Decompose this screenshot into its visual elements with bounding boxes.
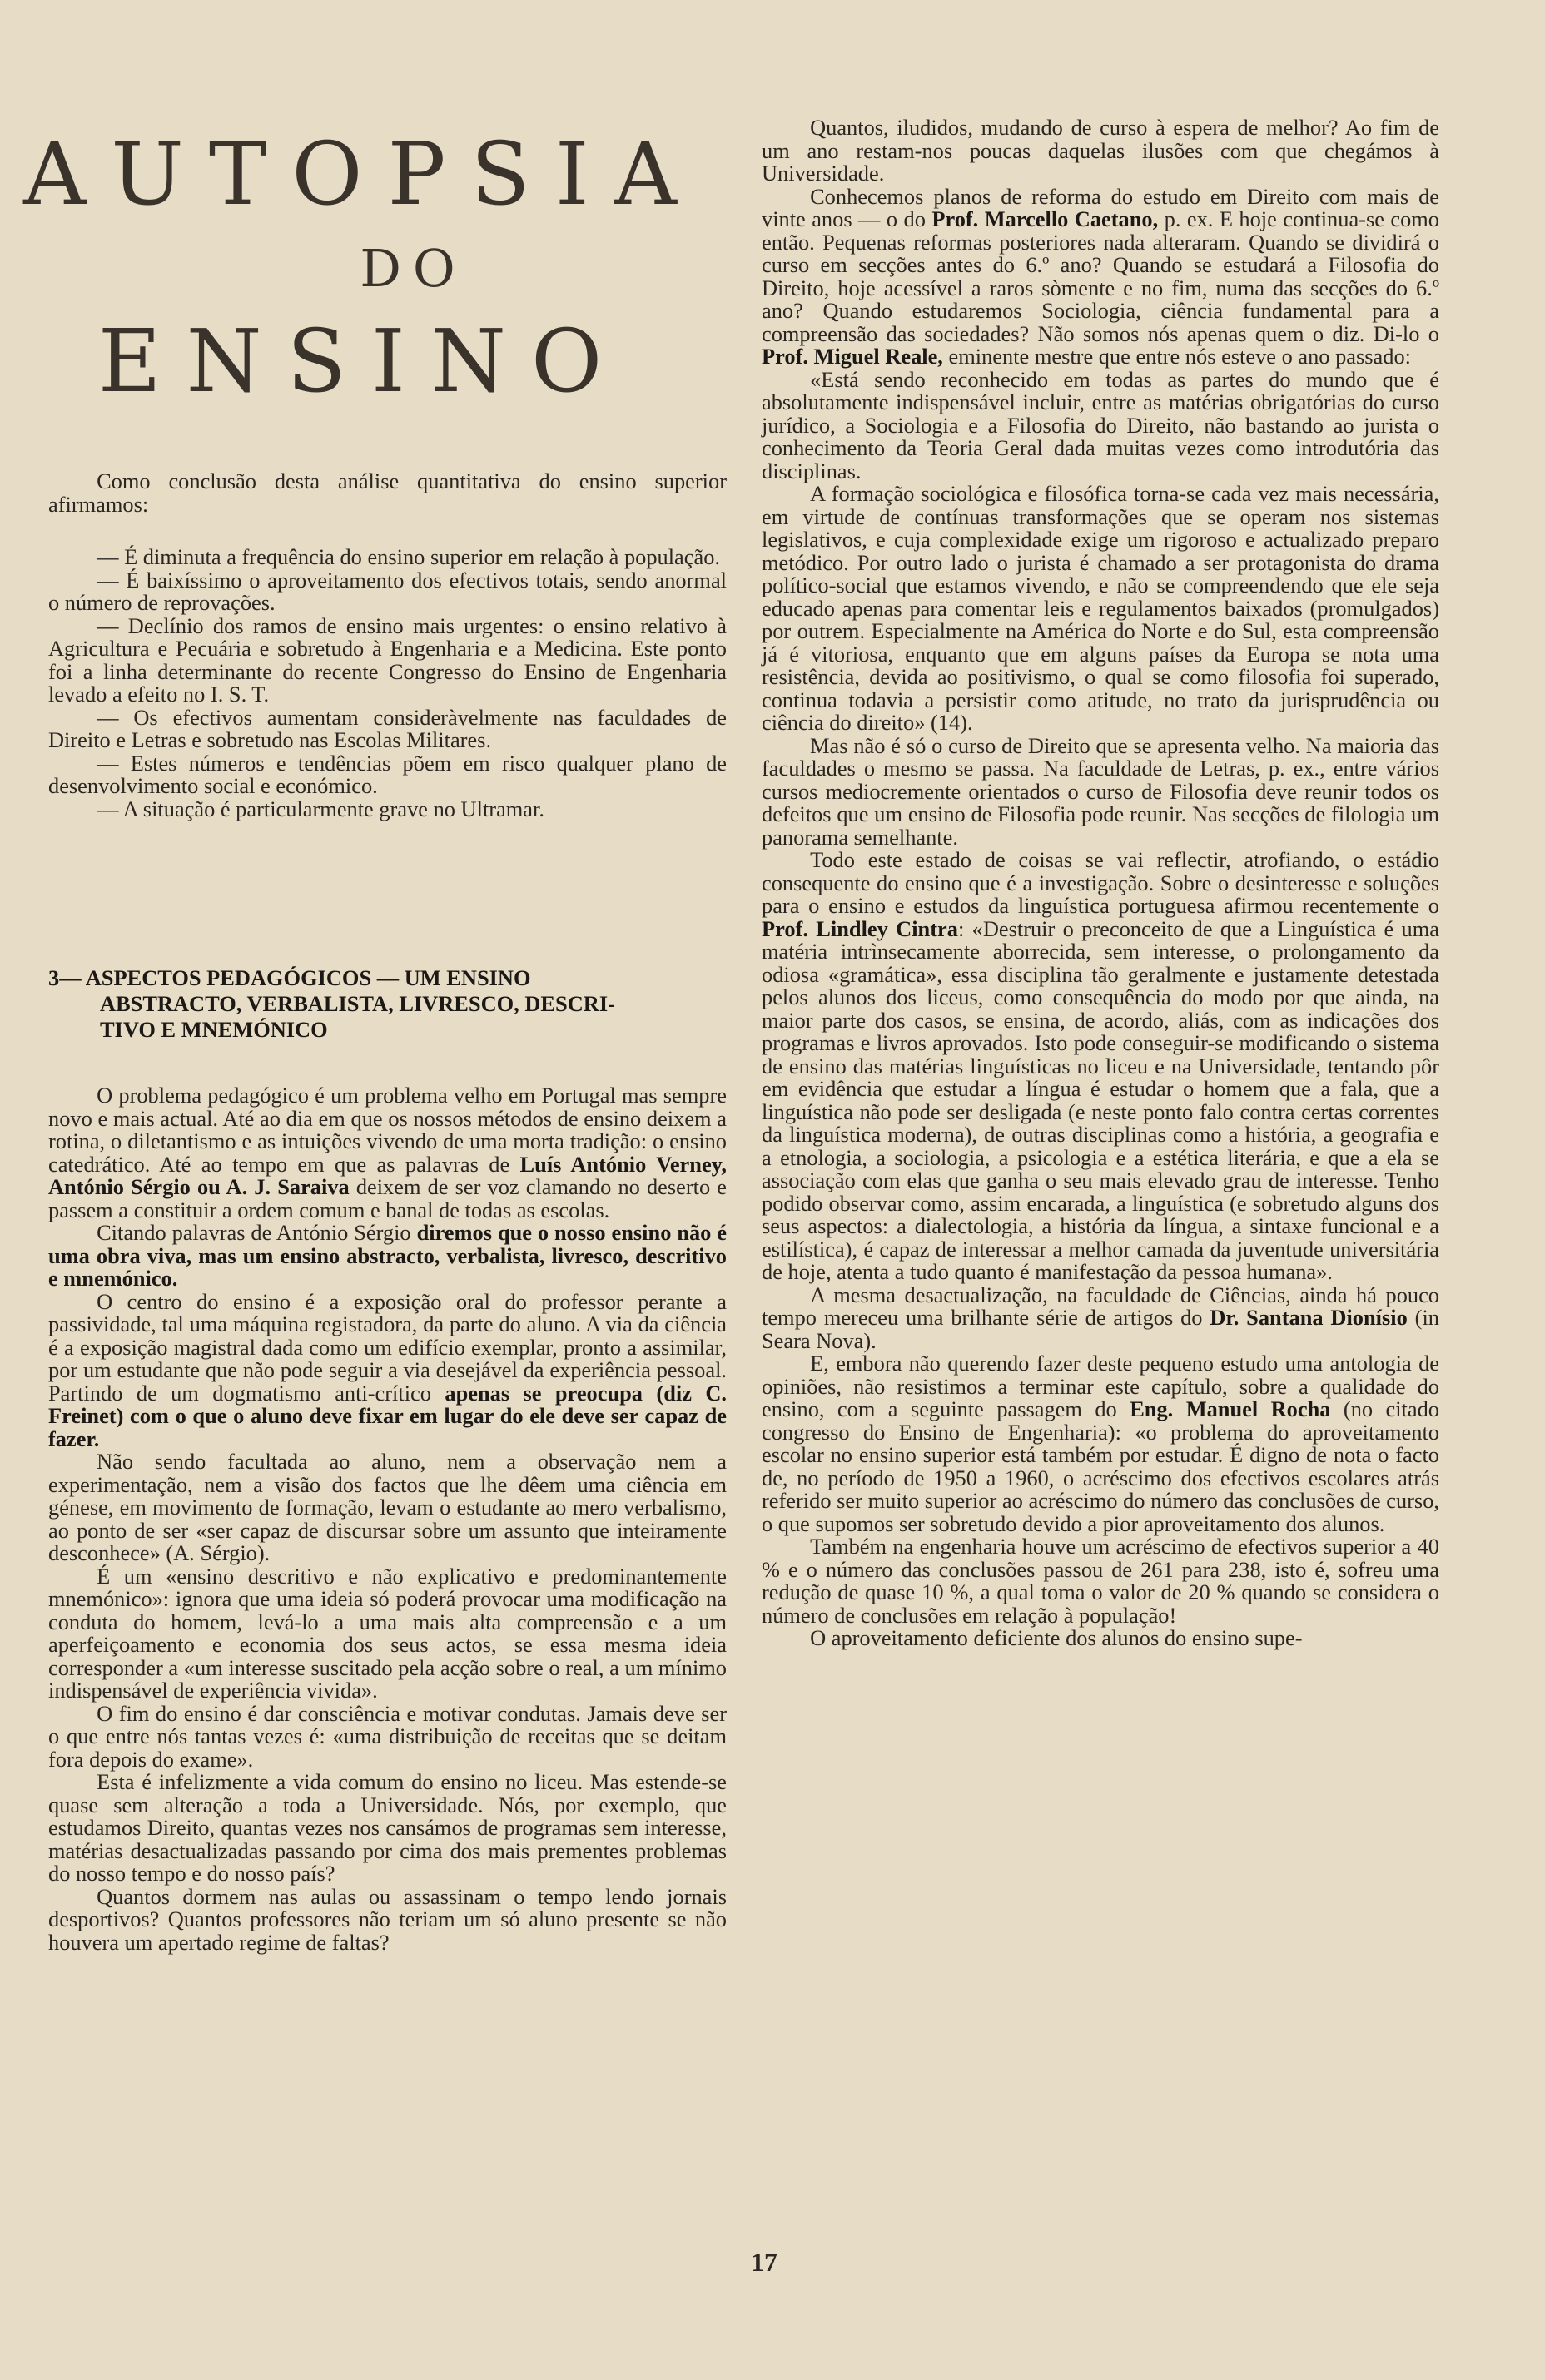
section-heading-line-1: — ASPECTOS PEDAGÓGICOS — UM ENSINO — [59, 965, 531, 990]
section-heading-line-2: ABSTRACTO, VERBALISTA, LIVRESCO, DESCRI- — [100, 991, 615, 1016]
summary-item: — Declínio dos ramos de ensino mais urgentes: o ensino relativo à Agricultura e Pecuária e sobretudo à Engenharia e a Medicina. Este ponto foi a linha determinante do recente Congresso do Ensino de Engenharia levado a efeito no I. S. T. — [48, 612, 727, 707]
paragraph: O fim do ensino é dar consciência e motivar condutas. Jamais deve ser o que entre nós tantas vezes é: «uma distribuição de receitas que se deitam fora depois do exame». — [48, 1700, 727, 1772]
paragraph: E, embora não querendo fazer deste pequeno estudo uma antologia de opiniões, não resistimos a terminar este capítulo, sobre a qualidade do ensino, com a seguinte passagem do Eng. Manuel Rocha (no citado congresso do Ensino de Engenharia): «o problema do aproveitamento escolar no ensino superior está também por estudar. É digno de nota o facto de, no período de 1950 a 1960, o acréscimo dos efectivos escolares atrás referido ser muito superior ao acréscimo do número das conclusões de curso, o que supomos ser sobretudo devido a pior aproveitamento dos alunos. — [762, 1351, 1439, 1536]
bold-name: Dr. Santana Dionísio — [1210, 1305, 1408, 1330]
paragraph: Esta é infelizmente a vida comum do ensino no liceu. Mas estende-se quase sem alteração a toda a Universidade. Nós, por exemplo, que estudamos Direito, quantas vezes nos cansámos de programas sem interesse, matérias desactualizadas passando por cima dos mais prementes problemas do nosso tempo e do nosso país? — [48, 1769, 727, 1886]
paragraph: A formação sociológica e filosófica torna-se cada vez mais necessária, em virtude de contínuas transformações que se operam nos sistemas legislativos, e cuja complexidade exige um rigoroso e actualizado preparo metódico. Por outro lado o jurista é chamado a ser protagonista do drama político-social que estamos vivendo, e não se compreendendo que ele seja educado apenas para comentar leis e regulamentos baixados (promulgados) por outrem. Especialmente na América do Norte e do Sul, esta compreensão já é vitoriosa, enquanto que em alguns países da Europa se nota uma resistência, devida ao positivismo, o qual se como filosofia foi superado, continua todavia a persistir como atitude, no trato da jurisprudência ou ciência do direito» (14). — [762, 481, 1439, 735]
summary-item: — Estes números e tendências põem em risco qualquer plano de desenvolvimento social e económico. — [48, 750, 727, 798]
page-number: 17 — [751, 2247, 777, 2277]
title-line-3: ENSINO — [97, 310, 628, 412]
summary-item: — A situação é particularmente grave no Ultramar. — [97, 796, 544, 821]
summary-block — [48, 470, 727, 821]
paragraph: Quantos, iludidos, mudando de curso à espera de melhor? Ao fim de um ano restam-nos poucas daquelas ilusões com que chegámos à Universidade. — [762, 115, 1439, 186]
paragraph: A mesma desactualização, na faculdade de Ciências, ainda há pouco tempo mereceu uma brilhante série de artigos do Dr. Santana Dionísio (in Seara Nova). — [762, 1282, 1439, 1353]
paragraph: O aproveitamento deficiente dos alunos do ensino supe- — [810, 1625, 1303, 1650]
article-title — [23, 123, 727, 423]
bold-name: Prof. Lindley Cintra — [762, 915, 958, 941]
left-column-body — [48, 1084, 727, 1954]
bold-names: Luís António Verney, António Sérgio ou A. J. Saraiva — [48, 1151, 727, 1199]
bold-name: Prof. Marcello Caetano, — [931, 206, 1159, 231]
paragraph: Quantos dormem nas aulas ou assassinam o tempo lendo jornais desportivos? Quantos professores não teriam um só aluno presente se não houvera um apertado regime de faltas? — [48, 1883, 727, 1955]
summary-item: — É baixíssimo o aproveitamento dos efectivos totais, sendo anormal o número de reprovações. — [48, 567, 727, 615]
right-column-body — [762, 117, 1439, 1650]
title-line-2: DO — [360, 238, 467, 299]
summary-item: — É diminuta a frequência do ensino superior em relação à população. — [97, 544, 720, 569]
section-heading — [48, 965, 727, 1043]
section-number: 3 — [48, 965, 60, 990]
bold-name: Prof. Miguel Reale, — [762, 344, 943, 369]
paragraph: Conhecemos planos de reforma do estudo em Direito com mais de vinte anos — o do Prof. Marcello Caetano, p. ex. E hoje continua-se como então. Pequenas reformas posteriores nada alteraram. Quando se dividirá o curso em secções antes do 6.º ano? Quando se estudará a Filosofia do Direito, hoje acessível a raros sòmente e no fim, numa das secções do 6.º ano? Quando estudaremos Sociologia, ciência fundamental para a compreensão das sociedades? Não somos nós apenas quem o diz. Di-lo o Prof. Miguel Reale, eminente mestre que entre nós esteve o ano passado: — [762, 183, 1440, 369]
summary-intro: Como conclusão desta análise quantitativa do ensino superior afirmamos: — [48, 469, 727, 517]
section-heading-line-3: TIVO E MNEMÓNICO — [100, 1017, 328, 1042]
paragraph: O problema pedagógico é um problema velho em Portugal mas sempre novo e mais actual. Até ao dia em que os nossos métodos de ensino deixem a rotina, o diletantismo e as intuições vivendo de uma morta tradição: o ensino catedrático. Até ao tempo em que as palavras de Luís António Verney, António Sérgio ou A. J. Saraiva deixem de ser voz clamando no deserto e passem a constituir a ordem comum e banal de todas as escolas. — [48, 1083, 727, 1222]
paragraph: É um «ensino descritivo e não explicativo e predominantemente mnemónico»: ignora que uma ideia só poderá provocar uma modificação na conduta do homem, levá-lo a uma mais alta compreensão e a um aperfeiçoamento e economia dos seus actos, se essa mesma ideia corresponder a «um interesse suscitado pela acção sobre o real, a um mínimo indispensável de experiência vivida». — [48, 1563, 727, 1703]
paragraph: Todo este estado de coisas se vai reflectir, atrofiando, o estádio consequente do ensino que é a investigação. Sobre o desinteresse e soluções para o ensino e estudos da linguística portuguesa afirmou recentemente o Prof. Lindley Cintra: «Destruir o preconceito de que a Linguística é uma matéria intrìnsecamente aborrecida, sem interesse, o prolongamento da odiosa «gramática», essa disciplina tão geralmente e justamente detestada pelos alunos dos liceus, como consequência do modo por que ainda, na maior parte dos casos, se ensina, de acordo, aliás, com as indicações dos programas e livros aprovados. Isto pode conseguir-se modificando o sistema de ensino das matérias linguísticas no liceu e na Universidade, tentando pôr em evidência que estudar a língua é estudar o homem que a fala, que a linguística não pode ser desligada (e neste ponto falo contra certas correntes da linguística moderna), de outras disciplinas como a história, a geografia e a etnologia, a sociologia, a psicologia e a estética literária, e que a ela se associação com elas que ganha o seu mais elevado grau de interesse. Tenho podido observar como, assim encarada, a linguística (e sobretudo alguns dos seus aspectos: a dialectologia, a história da língua, a sintaxe funcional e a estilística), é capaz de interessar a melhor camada da juventude universitária de hoje, atenta a tudo quanto é manifestação da pessoa humana». — [762, 847, 1439, 1284]
paragraph: Mas não é só o curso de Direito que se apresenta velho. Na maioria das faculdades o mesmo se passa. Na faculdade de Letras, p. ex., entre vários cursos mediocremente orientados o curso de Filosofia deve reunir todos os defeitos que um ensino de Filosofia pode reunir. Nas secções de filologia um panorama semelhante. — [762, 732, 1439, 850]
bold-quote: apenas se preocupa (diz C. Freinet) com o que o aluno deve fixar em lugar do ele deve ser capaz de fazer. — [48, 1380, 727, 1451]
paragraph: Citando palavras de António Sérgio diremos que o nosso ensino não é uma obra viva, mas um ensino abstracto, verbalista, livresco, descritivo e mnemónico. — [48, 1220, 728, 1291]
bold-quote: diremos que o nosso ensino não é uma obra viva, mas um ensino abstracto, verbalista, livresco, descritivo e mnemónico. — [48, 1220, 728, 1291]
title-line-1: AUTOPSIA — [23, 123, 702, 225]
paragraph: O centro do ensino é a exposição oral do professor perante a passividade, tal uma máquina registadora, da parte do aluno. A via da ciência é a exposição magistral dada como um edifício exemplar, pronto a assimilar, por um estudante que não pode seguir a via desejável da experiência pessoal. Partindo de um dogmatismo anti-crítico apenas se preocupa (diz C. Freinet) com o que o aluno deve fixar em lugar do ele deve ser capaz de fazer. — [48, 1288, 727, 1451]
paragraph: Também na engenharia houve um acréscimo de efectivos superior a 40 % e o número das conclusões passou de 261 para 238, isto é, sofreu uma redução de quase 10 %, a qual toma o valor de 20 % quando se considera o número de conclusões em relação à população! — [762, 1534, 1439, 1628]
bold-name: Eng. Manuel Rocha — [1130, 1396, 1331, 1421]
paragraph: Não sendo facultada ao aluno, nem a observação nem a experimentação, nem a visão dos factos que lhe dêem uma ciência em génese, em movimento de formação, levam o estudante ao mero verbalismo, ao ponto de ser «ser capaz de discursar sobre um assunto que inteiramente desconhece» (A. Sérgio). — [48, 1449, 727, 1565]
paragraph: «Está sendo reconhecido em todas as partes do mundo que é absolutamente indispensável incluir, entre as matérias obrigatórias do curso jurídico, a Sociologia e a Filosofia do Direito, não bastando ao jurista o conhecimento da Teoria Geral dada muitas vezes como introdutória das disciplinas. — [762, 366, 1439, 483]
summary-item: — Os efectivos aumentam consideràvelmente nas faculdades de Direito e Letras e sobretudo nas Escolas Militares. — [48, 704, 727, 752]
